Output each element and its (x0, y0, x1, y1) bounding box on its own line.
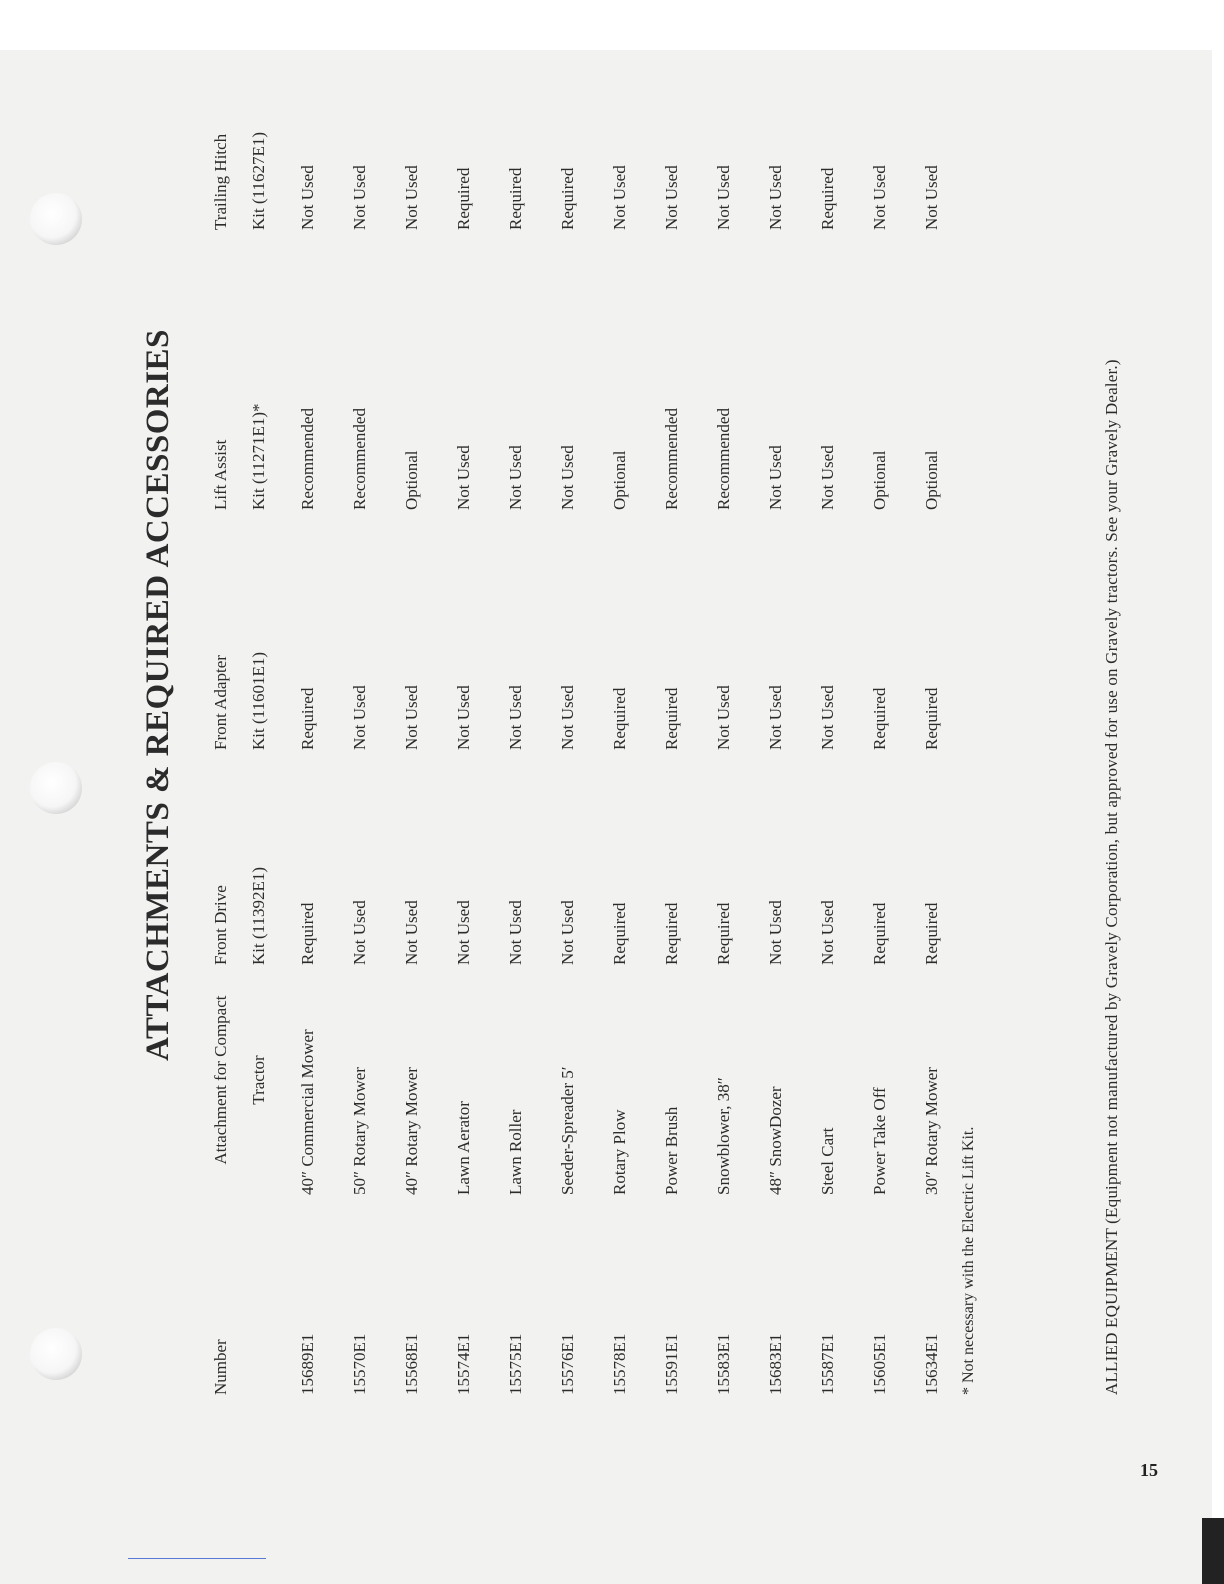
footnote: * Not necessary with the Electric Lift Kit. (960, 1126, 977, 1395)
cell-trailing-hitch: Not Used (766, 165, 785, 230)
cell-front-adapter: Required (298, 687, 317, 750)
cell-trailing-hitch: Not Used (922, 165, 941, 230)
table-row (698, 0, 750, 1395)
table-row (438, 0, 490, 1395)
cell-attachment: 50″ Rotary Mower (350, 1067, 369, 1195)
cell-attachment: Snowblower, 38″ (714, 1077, 733, 1195)
cell-front-adapter: Required (610, 687, 629, 750)
header-number: Number (211, 1339, 230, 1395)
table-header-row (202, 0, 282, 1395)
cell-lift-assist: Recommended (350, 408, 369, 510)
cell-trailing-hitch: Not Used (298, 165, 317, 230)
cell-number: 15591E1 (662, 1333, 681, 1395)
cell-attachment: Power Take Off (870, 1087, 889, 1195)
binder-hole-top (30, 193, 82, 245)
table-row (542, 0, 594, 1395)
binder-hole-middle (30, 762, 82, 814)
cell-front-adapter: Not Used (818, 685, 837, 750)
cell-lift-assist: Optional (402, 450, 421, 510)
cell-attachment: 30″ Rotary Mower (922, 1067, 941, 1195)
cell-front-drive: Required (662, 902, 681, 965)
table-row (594, 0, 646, 1395)
scan-edge-mark (1202, 1518, 1224, 1584)
cell-front-adapter: Not Used (506, 685, 525, 750)
cell-trailing-hitch: Not Used (402, 165, 421, 230)
table-row (906, 0, 958, 1395)
table-row (282, 0, 334, 1395)
cell-number: 15578E1 (610, 1333, 629, 1395)
page-title (140, 295, 180, 1095)
title-part-right: REQUIRED ACCESSORIES (140, 329, 176, 757)
cell-lift-assist: Not Used (766, 445, 785, 510)
cell-front-drive: Required (922, 902, 941, 965)
cell-front-adapter: Not Used (402, 685, 421, 750)
cell-front-drive: Not Used (454, 900, 473, 965)
cell-number: 15634E1 (922, 1333, 941, 1395)
cell-front-adapter: Required (870, 687, 889, 750)
cell-attachment: Lawn Roller (506, 1109, 525, 1195)
cell-front-adapter: Not Used (558, 685, 577, 750)
cell-trailing-hitch: Not Used (350, 165, 369, 230)
cell-attachment: 48″ SnowDozer (766, 1086, 785, 1195)
cell-lift-assist: Recommended (714, 408, 733, 510)
cell-trailing-hitch: Not Used (610, 165, 629, 230)
cell-lift-assist: Not Used (506, 445, 525, 510)
cell-lift-assist: Not Used (454, 445, 473, 510)
page-number: 15 (1140, 1460, 1158, 1480)
cell-trailing-hitch: Required (454, 167, 473, 230)
cell-number: 15605E1 (870, 1333, 889, 1395)
header-trailing-hitch: Trailing Hitch Kit (11627E1) (211, 131, 268, 230)
table-row (802, 0, 854, 1395)
cell-number: 15689E1 (298, 1333, 317, 1395)
cell-attachment: Lawn Aerator (454, 1101, 473, 1195)
cell-trailing-hitch: Not Used (870, 165, 889, 230)
cell-lift-assist: Not Used (818, 445, 837, 510)
cell-lift-assist: Optional (870, 450, 889, 510)
cell-attachment: Rotary Plow (610, 1109, 629, 1195)
cell-trailing-hitch: Not Used (662, 165, 681, 230)
cell-number: 15576E1 (558, 1333, 577, 1395)
table-row (750, 0, 802, 1395)
cell-lift-assist: Recommended (662, 408, 681, 510)
cell-number: 15575E1 (506, 1333, 525, 1395)
title-part-left: ATTACHMENTS (140, 801, 176, 1061)
cell-attachment: Steel Cart (818, 1127, 837, 1195)
table-row (386, 0, 438, 1395)
cell-lift-assist: Optional (610, 450, 629, 510)
title-ampersand: & (140, 765, 176, 794)
table-row (646, 0, 698, 1395)
cell-front-adapter: Not Used (766, 685, 785, 750)
cell-number: 15570E1 (350, 1333, 369, 1395)
cell-front-adapter: Not Used (350, 685, 369, 750)
cell-front-adapter: Required (662, 687, 681, 750)
cell-number: 15568E1 (402, 1333, 421, 1395)
cell-number: 15574E1 (454, 1333, 473, 1395)
cell-front-adapter: Required (922, 687, 941, 750)
cell-attachment: Power Brush (662, 1106, 681, 1195)
cell-number: 15583E1 (714, 1333, 733, 1395)
cell-front-drive: Not Used (350, 900, 369, 965)
cell-trailing-hitch: Required (506, 167, 525, 230)
table-row (854, 0, 906, 1395)
cell-front-drive: Not Used (766, 900, 785, 965)
cell-lift-assist: Optional (922, 450, 941, 510)
cell-front-drive: Required (714, 902, 733, 965)
cell-front-drive: Not Used (506, 900, 525, 965)
cell-trailing-hitch: Not Used (714, 165, 733, 230)
cell-front-drive: Required (610, 902, 629, 965)
binder-hole-bottom (30, 1328, 82, 1380)
cell-attachment: 40″ Rotary Mower (402, 1067, 421, 1195)
rotated-page-content (140, 0, 1190, 1395)
cell-attachment: Seeder-Spreader 5′ (558, 1066, 577, 1195)
cell-front-adapter: Not Used (714, 685, 733, 750)
bottom-link-underline[interactable] (128, 1558, 266, 1559)
allied-equipment-note: ALLIED EQUIPMENT (Equipment not manufactured by Gravely Corporation, but approved for use on Gravely tractors. See your Gravely Dealer.) (1102, 359, 1121, 1395)
header-lift-assist: Lift Assist Kit (11271E1)* (211, 403, 268, 510)
cell-trailing-hitch: Required (818, 167, 837, 230)
cell-lift-assist: Recommended (298, 408, 317, 510)
cell-front-drive: Required (870, 902, 889, 965)
table-row (490, 0, 542, 1395)
cell-front-drive: Required (298, 902, 317, 965)
cell-attachment: 40″ Commercial Mower (298, 1029, 317, 1195)
cell-number: 15683E1 (766, 1333, 785, 1395)
cell-front-drive: Not Used (818, 900, 837, 965)
table-row (334, 0, 386, 1395)
header-front-drive: Front Drive Kit (11392E1) (211, 866, 268, 965)
cell-front-drive: Not Used (402, 900, 421, 965)
cell-number: 15587E1 (818, 1333, 837, 1395)
accessories-table (202, 0, 958, 1395)
cell-trailing-hitch: Required (558, 167, 577, 230)
header-front-adapter: Front Adapter Kit (11601E1) (211, 651, 268, 750)
cell-lift-assist: Not Used (558, 445, 577, 510)
header-attachment: Attachment for Compact Tractor (211, 995, 268, 1165)
cell-front-drive: Not Used (558, 900, 577, 965)
cell-front-adapter: Not Used (454, 685, 473, 750)
